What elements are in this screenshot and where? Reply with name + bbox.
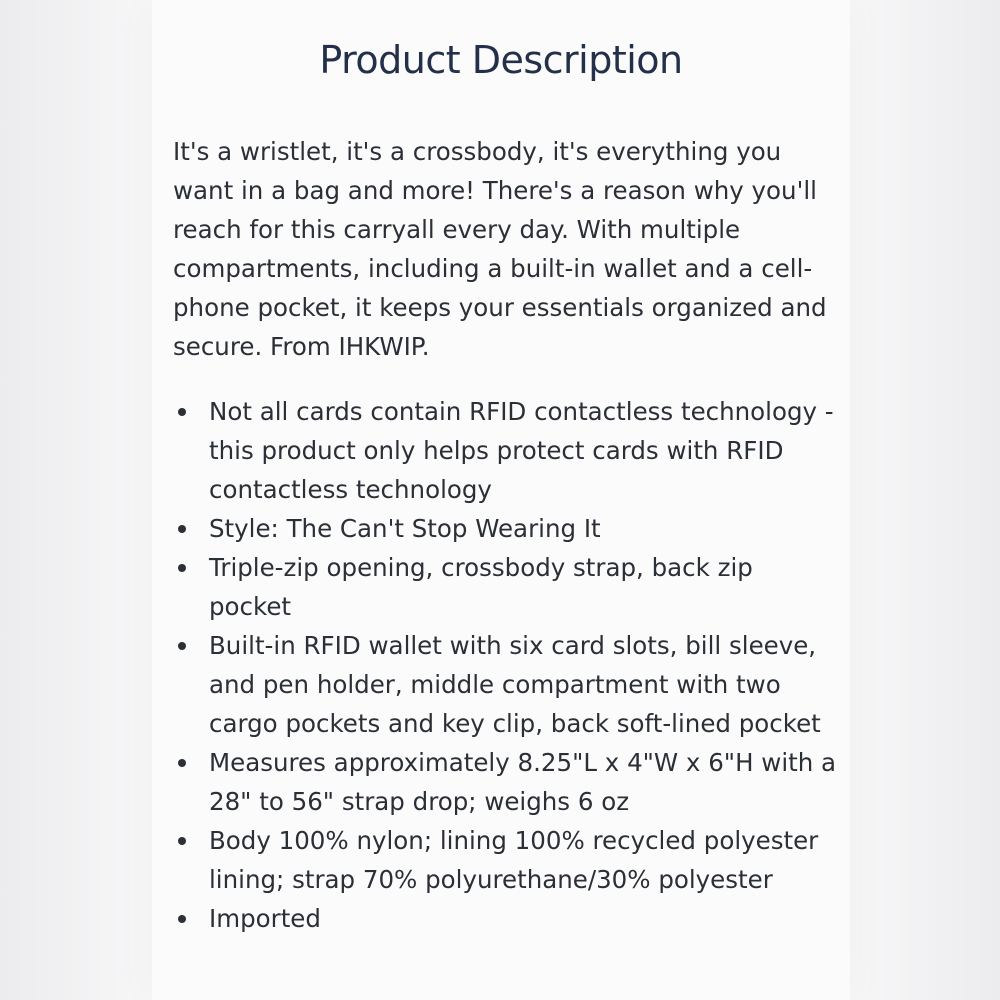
- section-title: Product Description: [319, 38, 683, 82]
- feature-measurements: Measures approximately 8.25"L x 4"W x 6"H with a 28" to 56" strap drop; weighs 6 oz: [173, 743, 838, 821]
- feature-opening: Triple-zip opening, crossbody strap, back zip pocket: [173, 548, 838, 626]
- description-content: [173, 132, 838, 938]
- feature-materials: Body 100% nylon; lining 100% recycled polyester lining; strap 70% polyurethane/30% polyester: [173, 821, 838, 899]
- feature-rfid-note: Not all cards contain RFID contactless technology - this product only helps protect cards with RFID contactless technology: [173, 392, 838, 509]
- feature-style: Style: The Can't Stop Wearing It: [173, 509, 838, 548]
- feature-compartments: Built-in RFID wallet with six card slots, bill sleeve, and pen holder, middle compartment with two cargo pockets and key clip, back soft-lined pocket: [173, 626, 838, 743]
- feature-origin: Imported: [173, 899, 838, 938]
- feature-list: [173, 392, 838, 938]
- product-description-panel: [152, 0, 850, 1000]
- product-summary: It's a wristlet, it's a crossbody, it's everything you want in a bag and more! There's a reason why you'll reach for this carryall every day. With multiple compartments, including a built-in wallet and a cell-phone pocket, it keeps your essentials organized and secure. From IHKWIP.: [173, 137, 827, 361]
